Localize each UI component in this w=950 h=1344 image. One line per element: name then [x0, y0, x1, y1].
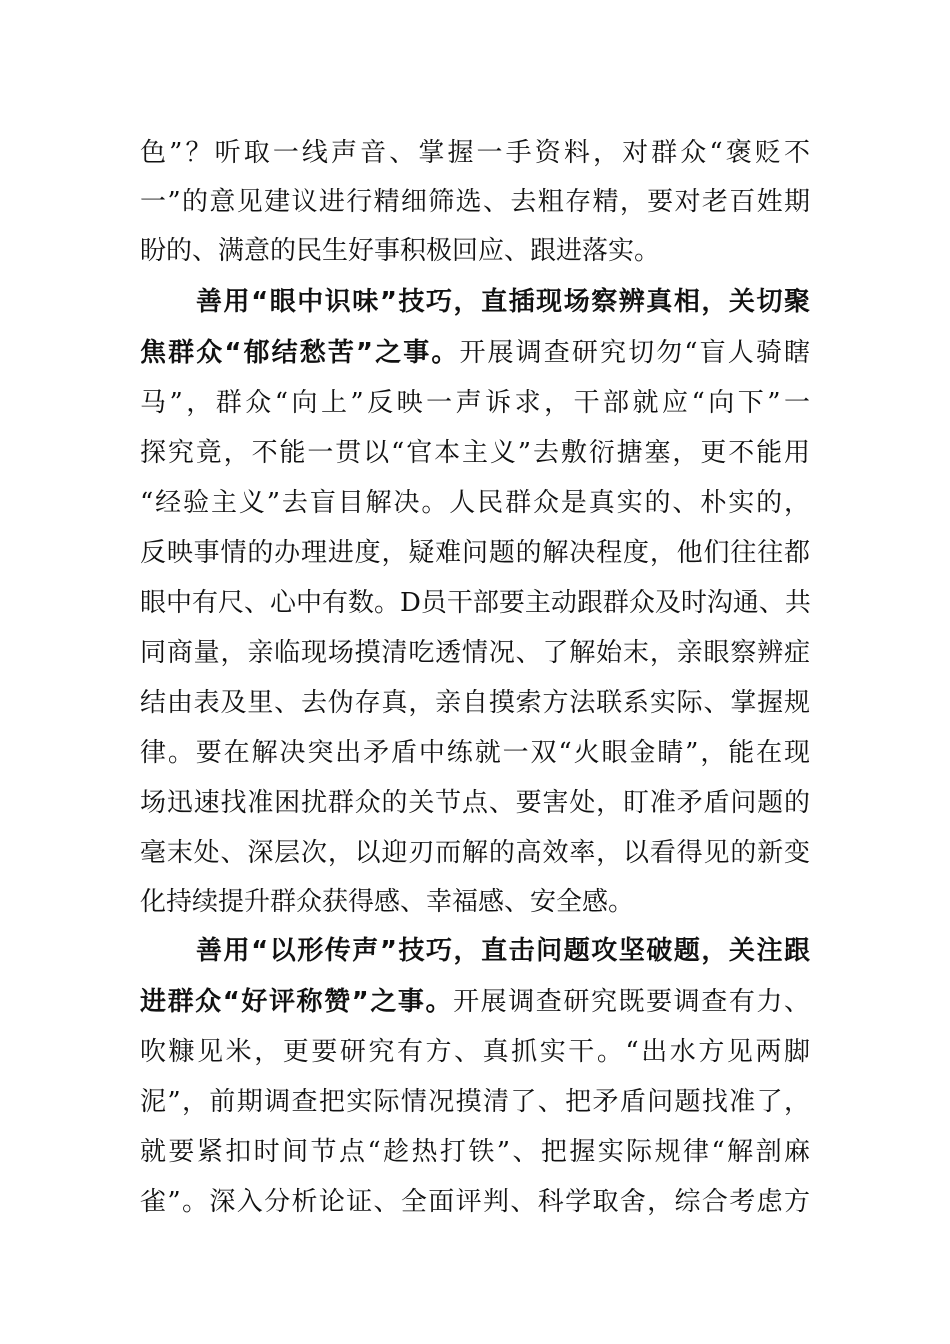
text-line: 吹糠见米，更要研究有方、真抓实干。“出水方见两脚 [140, 1037, 810, 1067]
text-line: 场迅速找准困扰群众的关节点、要害处，盯准矛盾问题的 [140, 788, 810, 818]
text-line: 结由表及里、去伪存真，亲自摸索方法联系实际、掌握规 [140, 688, 810, 718]
text-line: 色”？听取一线声音、掌握一手资料，对群众“褒贬不 [140, 138, 810, 168]
text-line: 雀”。深入分析论证、全面评判、科学取舍，综合考虑方 [140, 1187, 810, 1217]
text-line: 泥”，前期调查把实际情况摸清了、把矛盾问题找准了， [140, 1087, 810, 1117]
text-line: 律。要在解决突出矛盾中练就一双“火眼金睛”，能在现 [140, 738, 810, 768]
text-line: 就要紧扣时间节点“趁热打铁”、把握实际规律“解剖麻 [140, 1137, 810, 1167]
text-line: 毫末处、深层次，以迎刃而解的高效率，以看得见的新变 [140, 838, 810, 868]
text-line: 盼的、满意的民生好事积极回应、跟进落实。 [140, 236, 661, 266]
text-line: “经验主义”去盲目解决。人民群众是真实的、朴实的， [140, 488, 810, 518]
text-line: 探究竟，不能一贯以“官本主义”去敷衍搪塞，更不能用 [140, 438, 810, 468]
paragraph-heading-line: 焦群众“郁结愁苦”之事。开展调查研究切勿“盲人骑瞎 [140, 338, 810, 368]
text-line: 眼中有尺、心中有数。D员干部要主动跟群众及时沟通、共 [140, 588, 811, 618]
text-line: 化持续提升群众获得感、幸福感、安全感。 [140, 887, 635, 917]
text-line: 一”的意见建议进行精细筛选、去粗存精，要对老百姓期 [140, 187, 810, 217]
text-line: 马”，群众“向上”反映一声诉求，干部就应“向下”一 [140, 388, 810, 418]
paragraph-heading-line: 善用“眼中识味”技巧，直插现场察辨真相，关切聚 [196, 287, 810, 317]
paragraph-heading-line: 善用“以形传声”技巧，直击问题攻坚破题，关注跟 [196, 936, 810, 966]
text-line: 同商量，亲临现场摸清吃透情况、了解始末，亲眼察辨症 [140, 638, 810, 668]
text-line: 反映事情的办理进度，疑难问题的解决程度，他们往往都 [140, 538, 810, 568]
paragraph-heading-line: 进群众“好评称赞”之事。开展调查研究既要调查有力、 [140, 987, 810, 1017]
